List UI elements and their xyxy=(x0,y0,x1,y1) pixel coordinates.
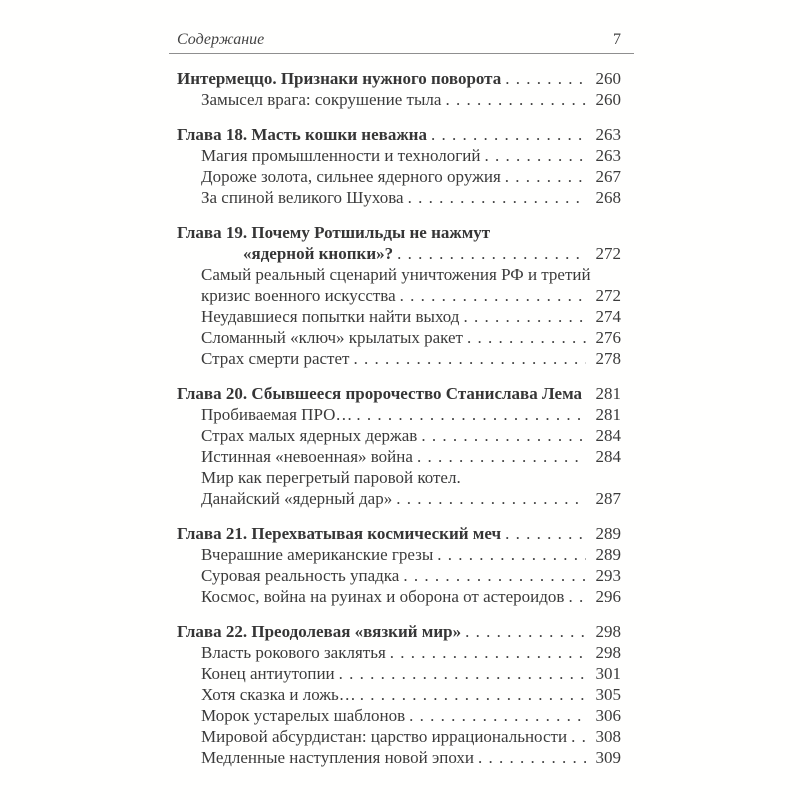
toc-entry-line xyxy=(201,642,621,663)
toc-entry-line xyxy=(201,544,621,565)
dot-leader xyxy=(505,166,586,187)
toc-entry-line xyxy=(201,467,621,488)
toc-entry-text: Морок устарелых шаблонов xyxy=(201,706,406,725)
toc-entry-line xyxy=(201,145,621,166)
toc-chapter-entry xyxy=(177,222,621,264)
toc-entry-page-number: 289 xyxy=(595,524,621,543)
toc-sub-entry xyxy=(177,145,621,166)
toc-entry-page-number: 263 xyxy=(595,125,621,144)
toc-entry-line xyxy=(201,565,621,586)
toc-entry-line xyxy=(201,684,621,705)
dot-leader xyxy=(445,89,586,110)
toc-entry-text: Глава 18. Масть кошки неважна xyxy=(177,125,427,144)
toc-entry-text: Космос, война на руинах и оборона от астероидов xyxy=(201,587,565,606)
running-head xyxy=(169,30,634,54)
toc-entry-page-number: 308 xyxy=(595,727,621,746)
toc-sub-entry xyxy=(177,425,621,446)
toc-entry-text: Глава 20. Сбывшееся пророчество Станислава Лема xyxy=(177,384,583,403)
dot-leader xyxy=(465,621,586,642)
toc-chapter-entry xyxy=(177,523,621,544)
toc-entry-line xyxy=(201,404,621,425)
toc-chapter-entry xyxy=(177,124,621,145)
dot-leader xyxy=(360,684,586,705)
dot-leader xyxy=(417,446,586,467)
dot-leader xyxy=(505,68,586,89)
toc-sub-entry xyxy=(177,705,621,726)
toc-chapter-entry xyxy=(177,621,621,642)
toc-entry-page-number: 284 xyxy=(595,426,621,445)
toc-sub-entry xyxy=(177,586,621,607)
toc-entry-text: Глава 21. Перехватывая космический меч xyxy=(177,524,502,543)
toc-entry-line xyxy=(177,124,621,145)
toc-entry-line xyxy=(201,705,621,726)
toc-entry-text: Хотя сказка и ложь… xyxy=(201,685,356,704)
toc-entry-page-number: 268 xyxy=(595,188,621,207)
toc-entry-page-number: 272 xyxy=(595,244,621,263)
toc-entry-text: кризис военного искусства xyxy=(201,286,396,305)
dot-leader xyxy=(408,187,586,208)
toc-entry-page-number: 263 xyxy=(595,146,621,165)
toc-sub-entry xyxy=(177,684,621,705)
toc-entry-line xyxy=(177,243,621,264)
toc-section xyxy=(177,523,621,607)
dot-leader xyxy=(571,726,586,747)
dot-leader xyxy=(397,243,586,264)
toc-entry-text: «ядерной кнопки»? xyxy=(243,244,394,263)
toc-entry-line xyxy=(201,264,621,285)
toc-entry-text: Неудавшиеся попытки найти выход xyxy=(201,307,460,326)
toc-section xyxy=(177,68,621,110)
toc-entry-text: Глава 19. Почему Ротшильды не нажмут xyxy=(177,223,491,242)
toc-entry-line xyxy=(201,425,621,446)
running-head-page-number: 7 xyxy=(613,31,621,48)
toc-entry-text: Суровая реальность упадка xyxy=(201,566,400,585)
toc-entry-text: Мир как перегретый паровой котел. xyxy=(201,468,461,487)
toc-entry-line xyxy=(177,383,621,404)
toc-entry-page-number: 305 xyxy=(595,685,621,704)
toc-entry-line xyxy=(177,68,621,89)
toc-entry-text: Медленные наступления новой эпохи xyxy=(201,748,475,767)
toc-entry-text: Замысел врага: сокрушение тыла xyxy=(201,90,442,109)
toc-sub-entry xyxy=(177,264,621,306)
running-head-title: Содержание xyxy=(177,31,265,48)
toc-sub-entry xyxy=(177,348,621,369)
toc-entry-text: Власть рокового заклятья xyxy=(201,643,386,662)
toc-entry-line xyxy=(201,726,621,747)
toc-entry-page-number: 260 xyxy=(595,90,621,109)
toc-entry-text: Страх смерти растет xyxy=(201,349,350,368)
toc-entry-page-number: 278 xyxy=(595,349,621,368)
dot-leader xyxy=(390,642,586,663)
toc-entry-line xyxy=(201,166,621,187)
toc-entry-page-number: 276 xyxy=(595,328,621,347)
toc-section xyxy=(177,124,621,208)
toc-chapter-entry xyxy=(177,383,621,404)
toc-entry-line xyxy=(201,747,621,768)
toc-entry-text: Истинная «невоенная» война xyxy=(201,447,413,466)
toc-sub-entry xyxy=(177,747,621,768)
toc-entry-text: Интермеццо. Признаки нужного поворота xyxy=(177,69,502,88)
toc-entry-text: Магия промышленности и технологий xyxy=(201,146,481,165)
toc-entry-line xyxy=(177,621,621,642)
toc-entry-text: Вчерашние американские грезы xyxy=(201,545,434,564)
toc-entry-text: Данайский «ядерный дар» xyxy=(201,489,393,508)
dot-leader xyxy=(356,404,586,425)
dot-leader xyxy=(339,663,586,684)
toc-entry-page-number: 281 xyxy=(595,384,622,403)
toc-entry-page-number: 272 xyxy=(595,286,621,305)
toc-entry-page-number: 267 xyxy=(595,167,621,186)
toc-entry-page-number: 274 xyxy=(595,307,621,326)
toc-entry-text: Глава 22. Преодолевая «вязкий мир» xyxy=(177,622,462,641)
toc-entry-page-number: 287 xyxy=(595,489,621,508)
toc-entry-page-number: 293 xyxy=(595,566,621,585)
dot-leader xyxy=(403,565,586,586)
toc-entry-line xyxy=(201,348,621,369)
toc-entry-line xyxy=(201,285,621,306)
dot-leader xyxy=(478,747,586,768)
toc-entry-page-number: 301 xyxy=(595,664,621,683)
toc-chapter-entry xyxy=(177,68,621,89)
toc-entry-page-number: 281 xyxy=(595,405,621,424)
toc-entry-page-number: 296 xyxy=(595,587,621,606)
toc-entry-text: Конец антиутопии xyxy=(201,664,335,683)
toc-sub-entry xyxy=(177,446,621,467)
toc-section xyxy=(177,222,621,369)
toc-entry-page-number: 309 xyxy=(595,748,621,767)
dot-leader xyxy=(463,306,586,327)
toc-entry-text: Пробиваемая ПРО… xyxy=(201,405,353,424)
dot-leader xyxy=(400,285,586,306)
toc-sub-entry xyxy=(177,467,621,509)
toc-entry-page-number: 306 xyxy=(595,706,621,725)
toc-sub-entry xyxy=(177,404,621,425)
toc-entry-line xyxy=(201,89,621,110)
toc-entry-text: Самый реальный сценарий уничтожения РФ и третий xyxy=(201,265,591,284)
toc-sub-entry xyxy=(177,187,621,208)
toc-sub-entry xyxy=(177,565,621,586)
toc-entry-line xyxy=(201,446,621,467)
toc-section xyxy=(177,621,621,768)
toc-entry-text: За спиной великого Шухова xyxy=(201,188,404,207)
toc-entry-line xyxy=(201,586,621,607)
table-of-contents xyxy=(177,68,621,768)
toc-sub-entry xyxy=(177,89,621,110)
dot-leader xyxy=(568,586,586,607)
toc-entry-page-number: 289 xyxy=(595,545,621,564)
toc-entry-text: Мировой абсурдистан: царство иррациональности xyxy=(201,727,568,746)
dot-leader xyxy=(431,124,586,145)
dot-leader xyxy=(421,425,586,446)
toc-sub-entry xyxy=(177,306,621,327)
toc-section xyxy=(177,383,621,509)
dot-leader xyxy=(505,523,586,544)
toc-sub-entry xyxy=(177,327,621,348)
toc-entry-text: Сломанный «ключ» крылатых ракет xyxy=(201,328,463,347)
toc-entry-page-number: 284 xyxy=(595,447,621,466)
toc-sub-entry xyxy=(177,726,621,747)
dot-leader xyxy=(396,488,586,509)
toc-entry-line xyxy=(201,663,621,684)
toc-entry-text: Дороже золота, сильнее ядерного оружия xyxy=(201,167,501,186)
dot-leader xyxy=(467,327,586,348)
dot-leader xyxy=(437,544,586,565)
toc-entry-line xyxy=(177,222,621,243)
toc-entry-line xyxy=(201,327,621,348)
dot-leader xyxy=(409,705,586,726)
toc-sub-entry xyxy=(177,166,621,187)
toc-sub-entry xyxy=(177,663,621,684)
toc-entry-page-number: 298 xyxy=(595,643,621,662)
dot-leader xyxy=(484,145,586,166)
toc-entry-line xyxy=(201,306,621,327)
toc-entry-page-number: 298 xyxy=(595,622,621,641)
toc-entry-line xyxy=(177,523,621,544)
toc-entry-page-number: 260 xyxy=(595,69,621,88)
toc-entry-line xyxy=(201,187,621,208)
toc-sub-entry xyxy=(177,544,621,565)
dot-leader xyxy=(353,348,586,369)
toc-entry-line xyxy=(201,488,621,509)
toc-entry-text: Страх малых ядерных держав xyxy=(201,426,418,445)
toc-sub-entry xyxy=(177,642,621,663)
